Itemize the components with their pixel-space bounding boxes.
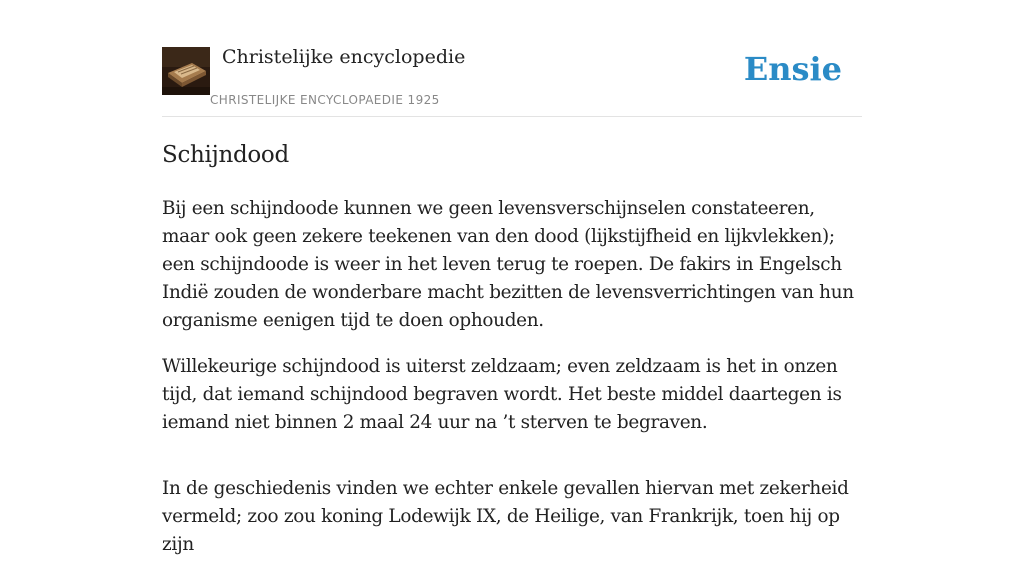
- header: [162, 46, 862, 117]
- brand-logo-link[interactable]: Ensie: [743, 50, 842, 88]
- article-title: Schijndood: [162, 142, 289, 168]
- article-paragraph: Bij een schijndoode kunnen we geen levensverschijnselen constateeren, maar ook geen zekere teekenen van den dood (lijkstijfheid en lijkvlekken); een schijndoode is weer in het leven terug te roepen. De fakirs in Engelsch Indië zouden de wonderbare macht bezitten de levensverrichtingen van hun organisme eenigen tijd te doen ophouden.: [162, 198, 854, 331]
- site-subtitle[interactable]: CHRISTELIJKE ENCYCLOPAEDIE 1925: [210, 93, 440, 107]
- site-title[interactable]: Christelijke encyclopedie: [222, 46, 466, 68]
- avatar[interactable]: [162, 47, 210, 95]
- article: [162, 139, 864, 577]
- article-paragraph: Willekeurige schijndood is uiterst zeldzaam; even zeldzaam is het in onzen tijd, dat iemand schijndood begraven wordt. Het beste middel daartegen is iemand niet binnen 2 maal 24 uur na ’t sterven te begraven.: [162, 356, 842, 433]
- book-image-icon: [162, 47, 210, 95]
- article-paragraph: In de geschiedenis vinden we echter enkele gevallen hiervan met zekerheid vermeld; zoo zou koning Lodewijk IX, de Heilige, van Frankrijk, toen hij op zijn: [162, 478, 849, 555]
